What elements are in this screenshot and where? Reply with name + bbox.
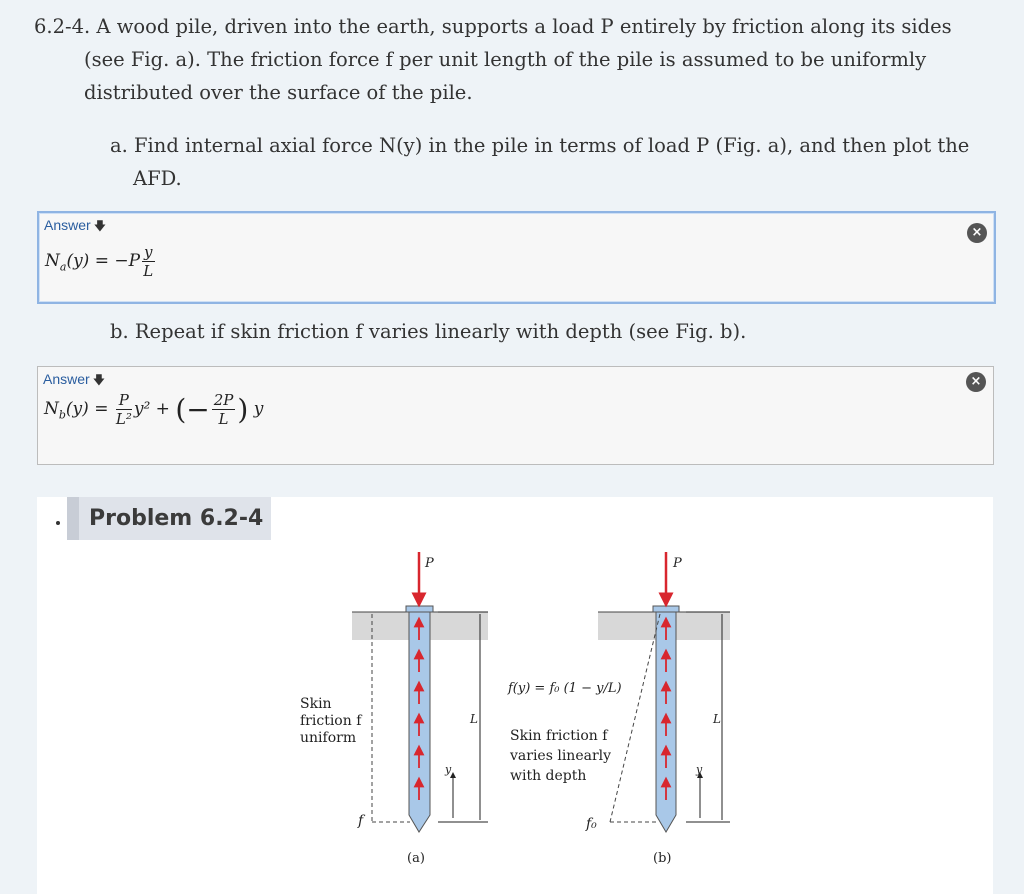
figure-b bbox=[507, 552, 730, 866]
down-arrow-icon: 🡇 bbox=[92, 373, 106, 387]
answer-label-b[interactable]: Answer 🡇 bbox=[43, 371, 106, 387]
load-label-a: P bbox=[425, 556, 434, 571]
fraction: $\frac{2P}{L}$ bbox=[213, 391, 234, 428]
svg-text:friction f: friction f bbox=[300, 713, 362, 729]
caption-a: (a) bbox=[407, 851, 425, 866]
svg-text:varies linearly: varies linearly bbox=[510, 748, 612, 764]
svg-text:f₀: f₀ bbox=[586, 816, 597, 832]
pile-cap-b bbox=[653, 606, 679, 612]
caption-b: (b) bbox=[653, 851, 672, 866]
part-b-line: b. Repeat if skin friction f varies linearly with depth (see Fig. b). bbox=[110, 320, 747, 343]
svg-text:L: L bbox=[470, 712, 478, 726]
figure-a bbox=[300, 552, 488, 866]
svg-text:uniform: uniform bbox=[300, 730, 357, 746]
question-line2: (see Fig. a). The friction force f per unit length of the pile is assumed to be uniformly bbox=[84, 48, 927, 71]
svg-text:Skin: Skin bbox=[300, 696, 332, 712]
close-icon[interactable]: × bbox=[966, 372, 986, 392]
problem-tag: Problem 6.2-4 bbox=[67, 497, 271, 540]
svg-text:with depth: with depth bbox=[510, 768, 587, 784]
part-a-line2: AFD. bbox=[133, 167, 182, 190]
svg-text:Skin friction f: Skin friction f bbox=[510, 728, 608, 744]
svg-text:f(y) = f₀ (1 − y/L): f(y) = f₀ (1 − y/L) bbox=[508, 681, 622, 696]
question-number: 6.2-4. bbox=[34, 15, 91, 38]
svg-text:L: L bbox=[713, 712, 721, 726]
pile-cap-a bbox=[406, 606, 433, 612]
svg-text:P: P bbox=[673, 556, 682, 571]
question-line3: distributed over the surface of the pile. bbox=[84, 81, 473, 104]
question-line1: A wood pile, driven into the earth, supports a load P entirely by friction along its sides bbox=[96, 15, 952, 38]
fraction: $\frac{y}{L}$ bbox=[143, 243, 154, 280]
close-icon[interactable]: × bbox=[967, 223, 987, 243]
svg-text:y: y bbox=[696, 763, 703, 776]
down-arrow-icon: 🡇 bbox=[93, 219, 107, 233]
svg-text:y: y bbox=[445, 763, 452, 776]
svg-text:f: f bbox=[358, 813, 364, 829]
friction-linear-b bbox=[610, 614, 660, 822]
answer-label-a[interactable]: Answer 🡇 bbox=[44, 217, 107, 233]
part-a-line1: a. Find internal axial force N(y) in the pile in terms of load P (Fig. a), and then plot the bbox=[110, 134, 970, 157]
fraction: $\frac{P}{\text{L²}}$ bbox=[115, 391, 132, 428]
answer-formula-a: $N_a(y) = -P$ $\frac{y}{L}$ bbox=[45, 243, 154, 280]
answer-formula-b: $N_b(y)$ = $\frac{P}{\text{L²}}$ y² + (− $\frac{2P}{L}$ ) y bbox=[44, 391, 264, 428]
